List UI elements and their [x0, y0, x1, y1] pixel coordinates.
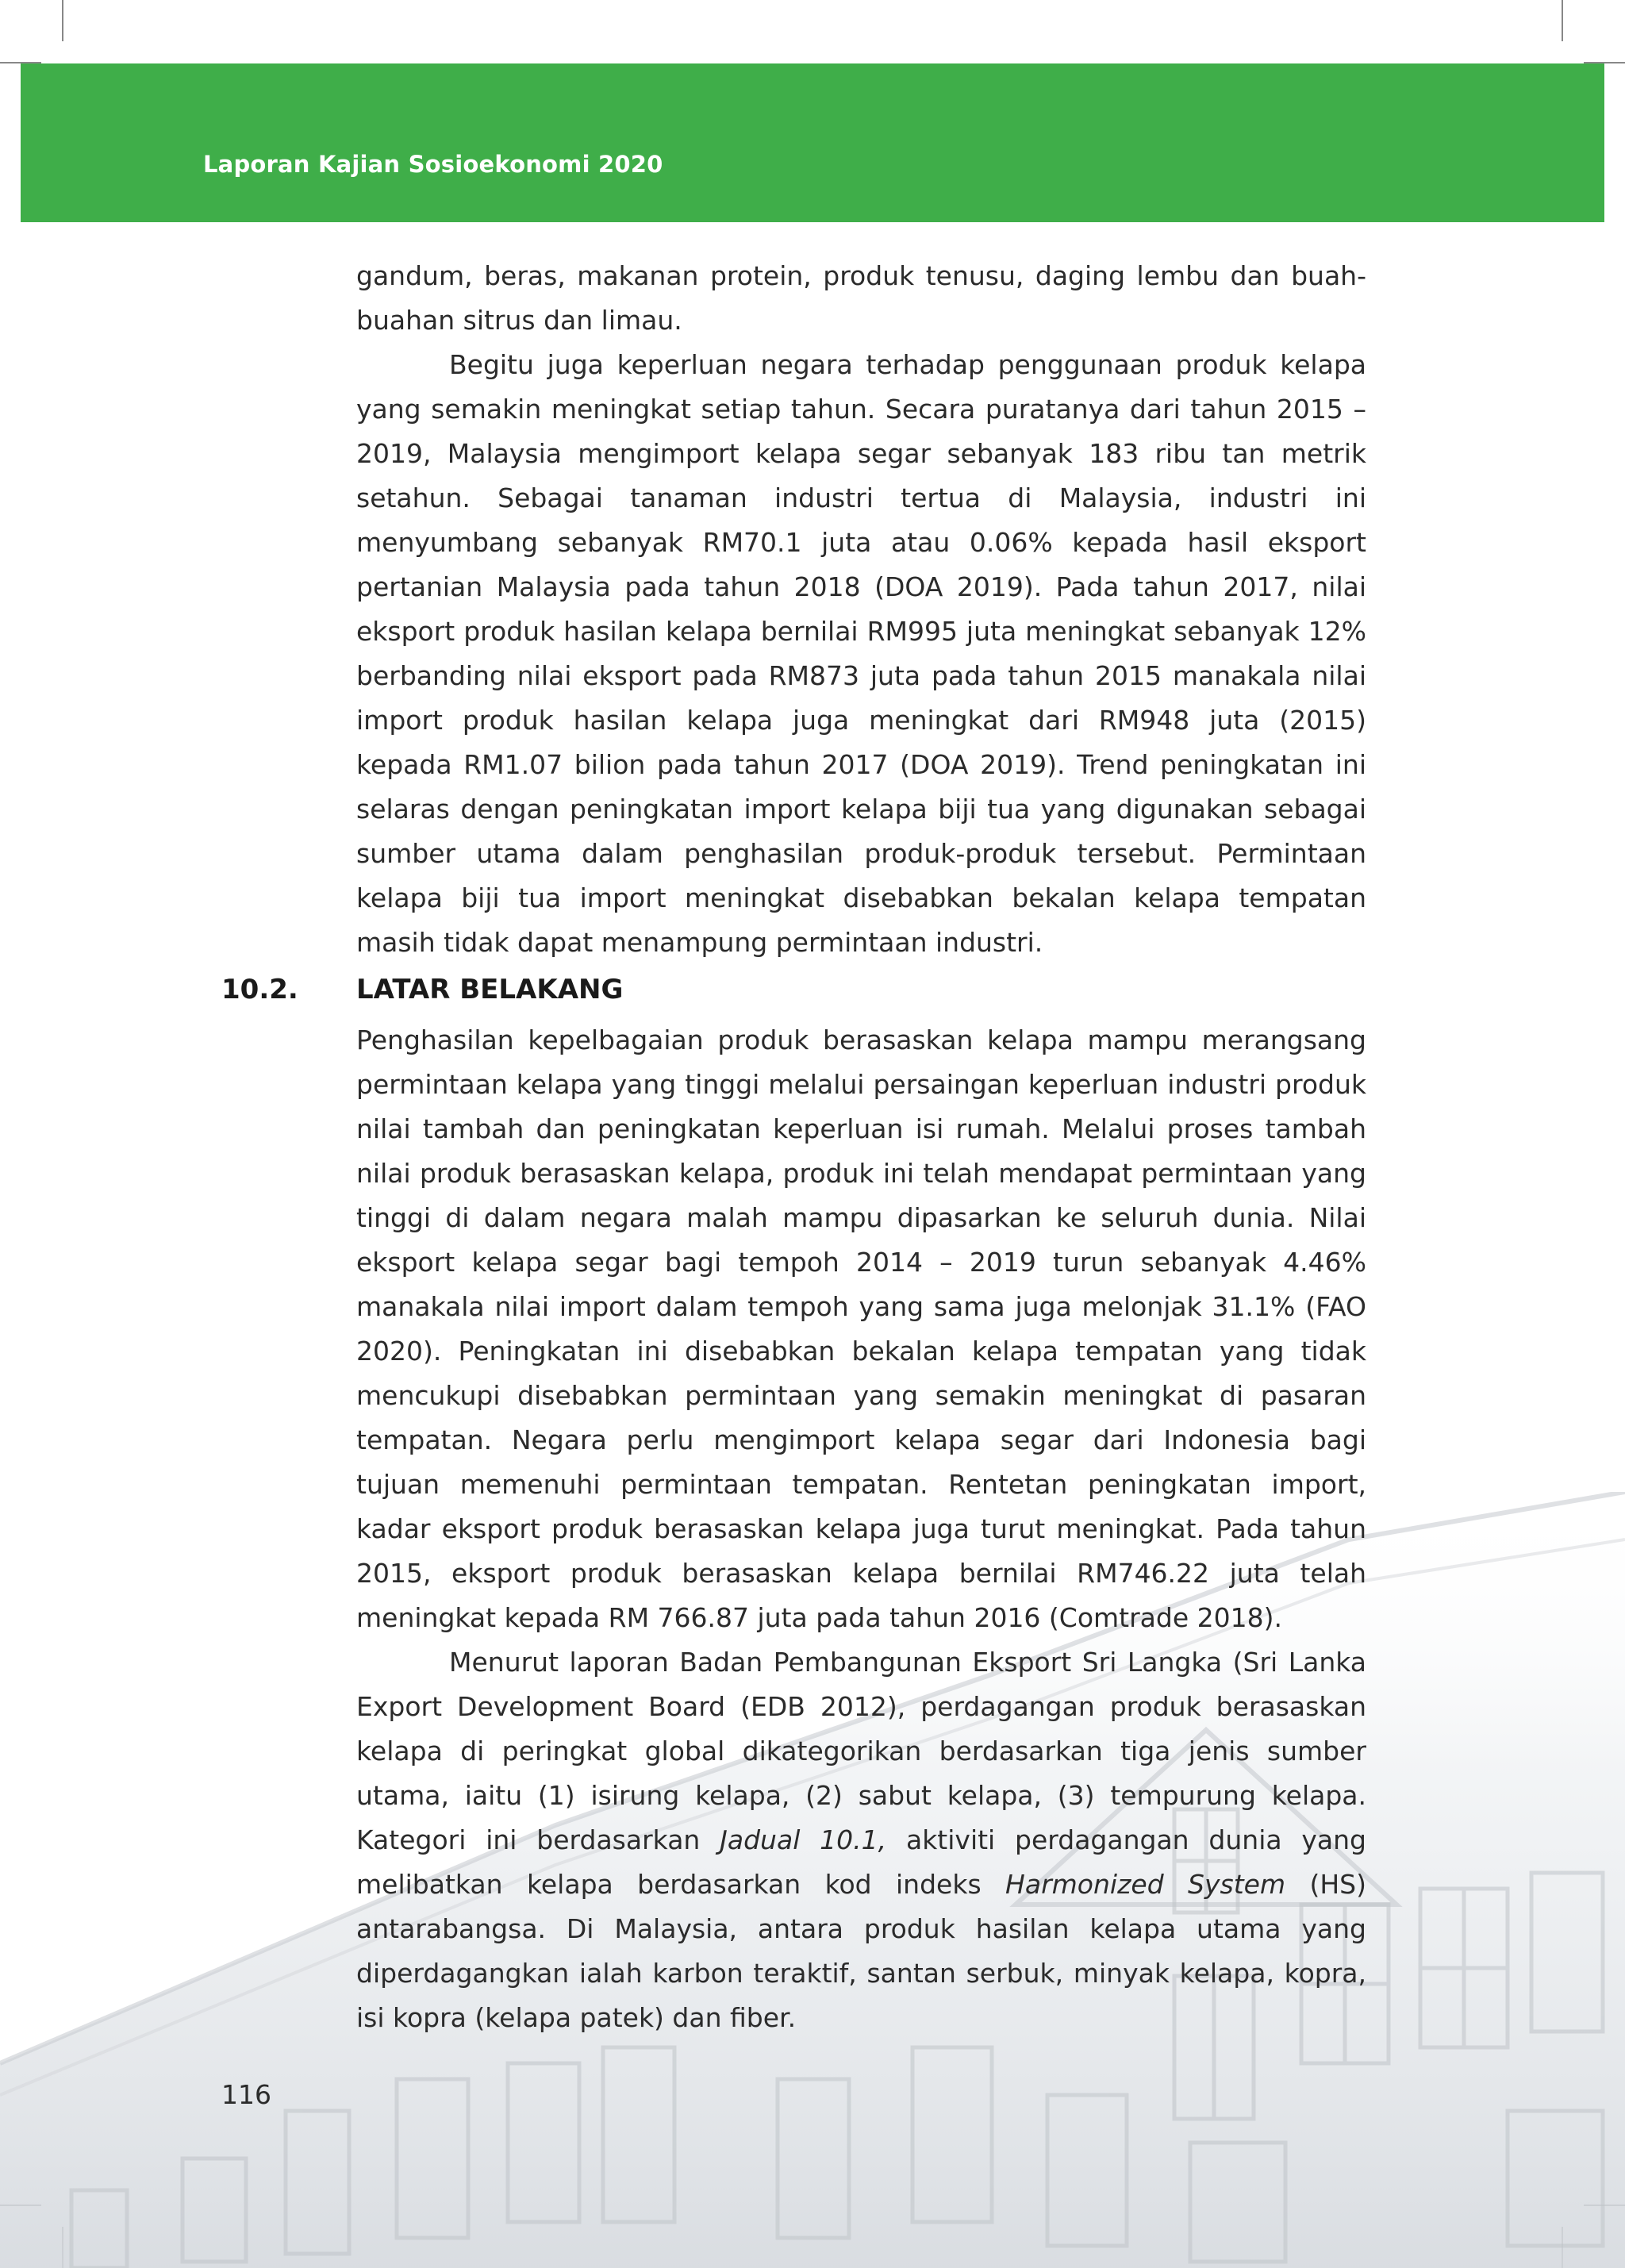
paragraph-edb-report: [356, 1640, 1366, 2040]
harmonized-system-term: Harmonized System: [1005, 1869, 1286, 1900]
section-number: 10.2.: [221, 974, 298, 1005]
header-band: [21, 63, 1604, 222]
crop-mark-top-right-v: [1562, 0, 1563, 41]
paragraph-text-segment: aktiviti perdagangan dunia yang melibatkan kelapa berdasarkan kod indeks: [356, 1824, 1367, 1900]
table-reference-link: Jadual 10.1,: [720, 1824, 887, 1855]
body-text-section: [356, 1018, 1366, 2040]
running-header-title: Laporan Kajian Sosioekonomi 2020: [203, 151, 663, 178]
paragraph-background: Penghasilan kepelbagaian produk berasaskan kelapa mampu merangsang permintaan kelapa yang tinggi melalui persaingan keperluan industri produk nilai tambah dan peningkatan keperluan isi rumah. Melalui proses tambah nilai produk berasaskan kelapa, produk ini telah mendapat permintaan yang tinggi di dalam negara malah mampu dipasarkan ke seluruh dunia. Nilai eksport kelapa segar bagi tempoh 2014 – 2019 turun sebanyak 4.46% manakala nilai import dalam tempoh yang sama juga melonjak 31.1% (FAO 2020). Peningkatan ini disebabkan bekalan kelapa tempatan yang tidak mencukupi disebabkan permintaan yang semakin meningkat di pasaran tempatan. Negara perlu mengimport kelapa segar dari Indonesia bagi tujuan memenuhi permintaan tempatan. Rentetan peningkatan import, kadar eksport produk berasaskan kelapa juga turut meningkat. Pada tahun 2015, eksport produk berasaskan kelapa bernilai RM746.22 juta telah meningkat kepada RM 766.87 juta pada tahun 2016 (Comtrade 2018).: [356, 1024, 1366, 1633]
crop-mark-top-left-v: [62, 0, 63, 41]
paragraph-text-segment: (HS) antarabangsa. Di Malaysia, antara produk hasilan kelapa utama yang diperdagangkan ialah karbon teraktif, santan serbuk, minyak kelapa, kopra, isi kopra (kelapa patek) dan fiber.: [356, 1869, 1366, 2033]
paragraph-text-segment: Menurut laporan Badan Pembangunan Eksport Sri Langka (Sri Lanka Export Development Board (EDB 2012), perdagangan produk berasaskan kelapa di peringkat global dikategorikan berdasarkan tiga jenis sumber utama, iaitu (1) isirung kelapa, (2) sabut kelapa, (3) tempurung kelapa. Kategori ini berdasarkan: [356, 1647, 1366, 1855]
section-title: LATAR BELAKANG: [356, 974, 624, 1005]
paragraph-coconut-demand: Begitu juga keperluan negara terhadap penggunaan produk kelapa yang semakin meningkat setiap tahun. Secara puratanya dari tahun 2015 – 2019, Malaysia mengimport kelapa segar sebanyak 183 ribu tan metrik setahun. Sebagai tanaman industri tertua di Malaysia, industri ini menyumbang sebanyak RM70.1 juta atau 0.06% kepada hasil eksport pertanian Malaysia pada tahun 2018 (DOA 2019). Pada tahun 2017, nilai eksport produk hasilan kelapa bernilai RM995 juta meningkat sebanyak 12% berbanding nilai eksport pada RM873 juta pada tahun 2015 manakala nilai import produk hasilan kelapa juga meningkat dari RM948 juta (2015) kepada RM1.07 bilion pada tahun 2017 (DOA 2019). Trend peningkatan ini selaras dengan peningkatan import kelapa biji tua yang digunakan sebagai sumber utama dalam penghasilan produk-produk tersebut. Permintaan kelapa biji tua import meningkat disebabkan bekalan kelapa tempatan masih tidak dapat menampung permintaan industri.: [356, 349, 1366, 958]
paragraph-continuation: gandum, beras, makanan protein, produk tenusu, daging lembu dan buah-buahan sitrus dan limau.: [356, 260, 1366, 336]
page-number: 116: [221, 2079, 271, 2110]
body-text-top: [356, 254, 1366, 965]
